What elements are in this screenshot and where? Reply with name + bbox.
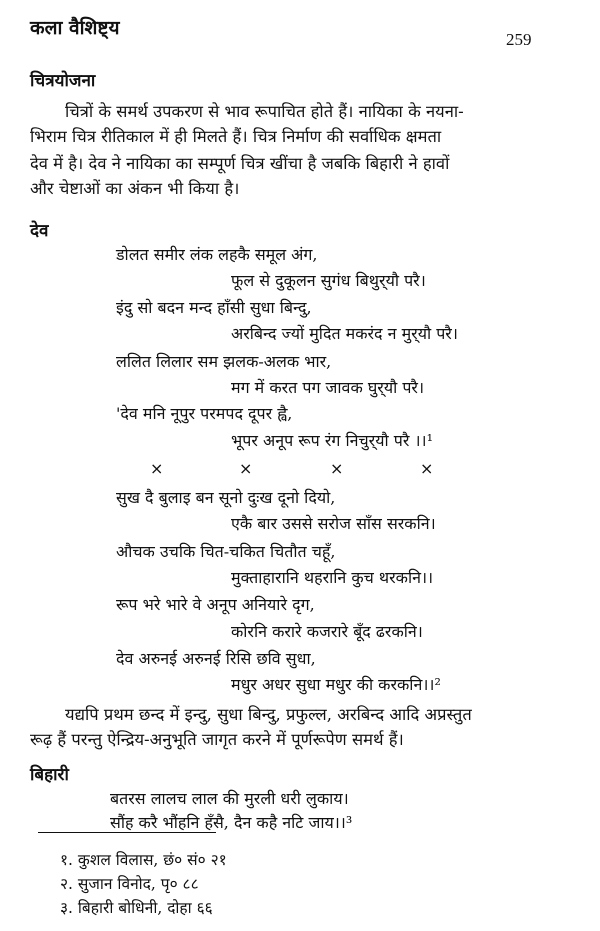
paragraph-line: और चेष्टाओं का अंकन भी किया है। [30,179,240,198]
verse-line: एकै बार उससे सरोज साँस सरकनि। [231,514,436,533]
verse-line: अरबिन्द ज्यों मुदित मकरंद न मुर्‌यौ परै। [231,324,458,343]
verse-line: भूपर अनूप रूप रंग निचुर्‌यौ परै ।।¹ [231,431,433,450]
section-heading-bihari: बिहारी [30,765,69,785]
verse-line: औचक उचकि चित-चकित चितौत चहूँ, [116,542,336,561]
running-header: कला वैशिष्ट्य [30,17,120,39]
verse-line: रूप भरे भारे वे अनूप अनियारे दृग, [116,595,315,614]
verse-line: डोलत समीर लंक लहकै समूल अंग, [116,245,318,264]
footnote: ३. बिहारी बोधिनी, दोहा ६६ [60,899,213,917]
verse-line: इंदु सो बदन मन्द हाँसी सुधा बिन्दु, [116,298,312,317]
footnote: २. सुजान विनोद, पृ० ८८ [60,875,199,893]
verse-separator-mark: × [239,459,253,478]
verse-separator-mark: × [420,459,434,478]
verse-line: मग में करत पग जावक घुर्‌यौ परै। [231,378,425,397]
paragraph-line: रूढ़ हैं परन्तु ऐन्द्रिय-अनुभूति जागृत करने में पूर्णरूपेण समर्थ हैं। [30,730,404,749]
doha-line: सौंह करै भौंहनि हँसै, दैन कहै नटि जाय।।³ [110,813,353,832]
verse-separator-mark: × [330,459,344,478]
footnote-separator [38,832,216,833]
page-number: 259 [506,30,532,49]
section-heading-chitrayojana: चित्रयोजना [30,71,96,91]
verse-line: फूल से दुकूलन सुगंध बिथुर्‌यौ परै। [231,271,426,290]
verse-separator-mark: × [150,459,164,478]
paragraph-line: भिराम चित्र रीतिकाल में ही मिलते हैं। चित्र निर्माण की सर्वाधिक क्षमता [30,127,442,146]
verse-line: सुख दै बुलाइ बन सूनो दुःख दूनो दियो, [116,488,336,507]
verse-line: कोरनि करारे कजरारे बूँद ढरकनि। [231,622,423,641]
paragraph-line: देव में है। देव ने नायिका का सम्पूर्ण चित्र खींचा है जबकि बिहारी ने हावों [30,154,450,173]
paragraph-line: यद्यपि प्रथम छन्द में इन्दु, सुधा बिन्दु, प्रफुल्ल, अरबिन्द आदि अप्रस्तुत [65,705,472,724]
verse-line: 'देव मनि नूपुर परमपद दूपर ह्वै, [116,404,293,423]
verse-line: ललित लिलार सम झलक-अलक भार, [116,352,332,371]
footnote: १. कुशल विलास, छं० सं० २१ [60,851,227,869]
verse-line: मधुर अधर सुधा मधुर की करकनि।।² [231,675,441,694]
verse-line: देव अरुनई अरुनई रिसि छवि सुधा, [116,649,316,668]
section-heading-dev: देव [30,221,49,241]
paragraph-line: चित्रों के समर्थ उपकरण से भाव रूपाचित होते हैं। नायिका के नयना- [65,102,464,121]
doha-line: बतरस लालच लाल की मुरली धरी लुकाय। [110,789,349,808]
verse-line: मुक्ताहारानि थहरानि कुच थरकनि।। [231,568,434,587]
